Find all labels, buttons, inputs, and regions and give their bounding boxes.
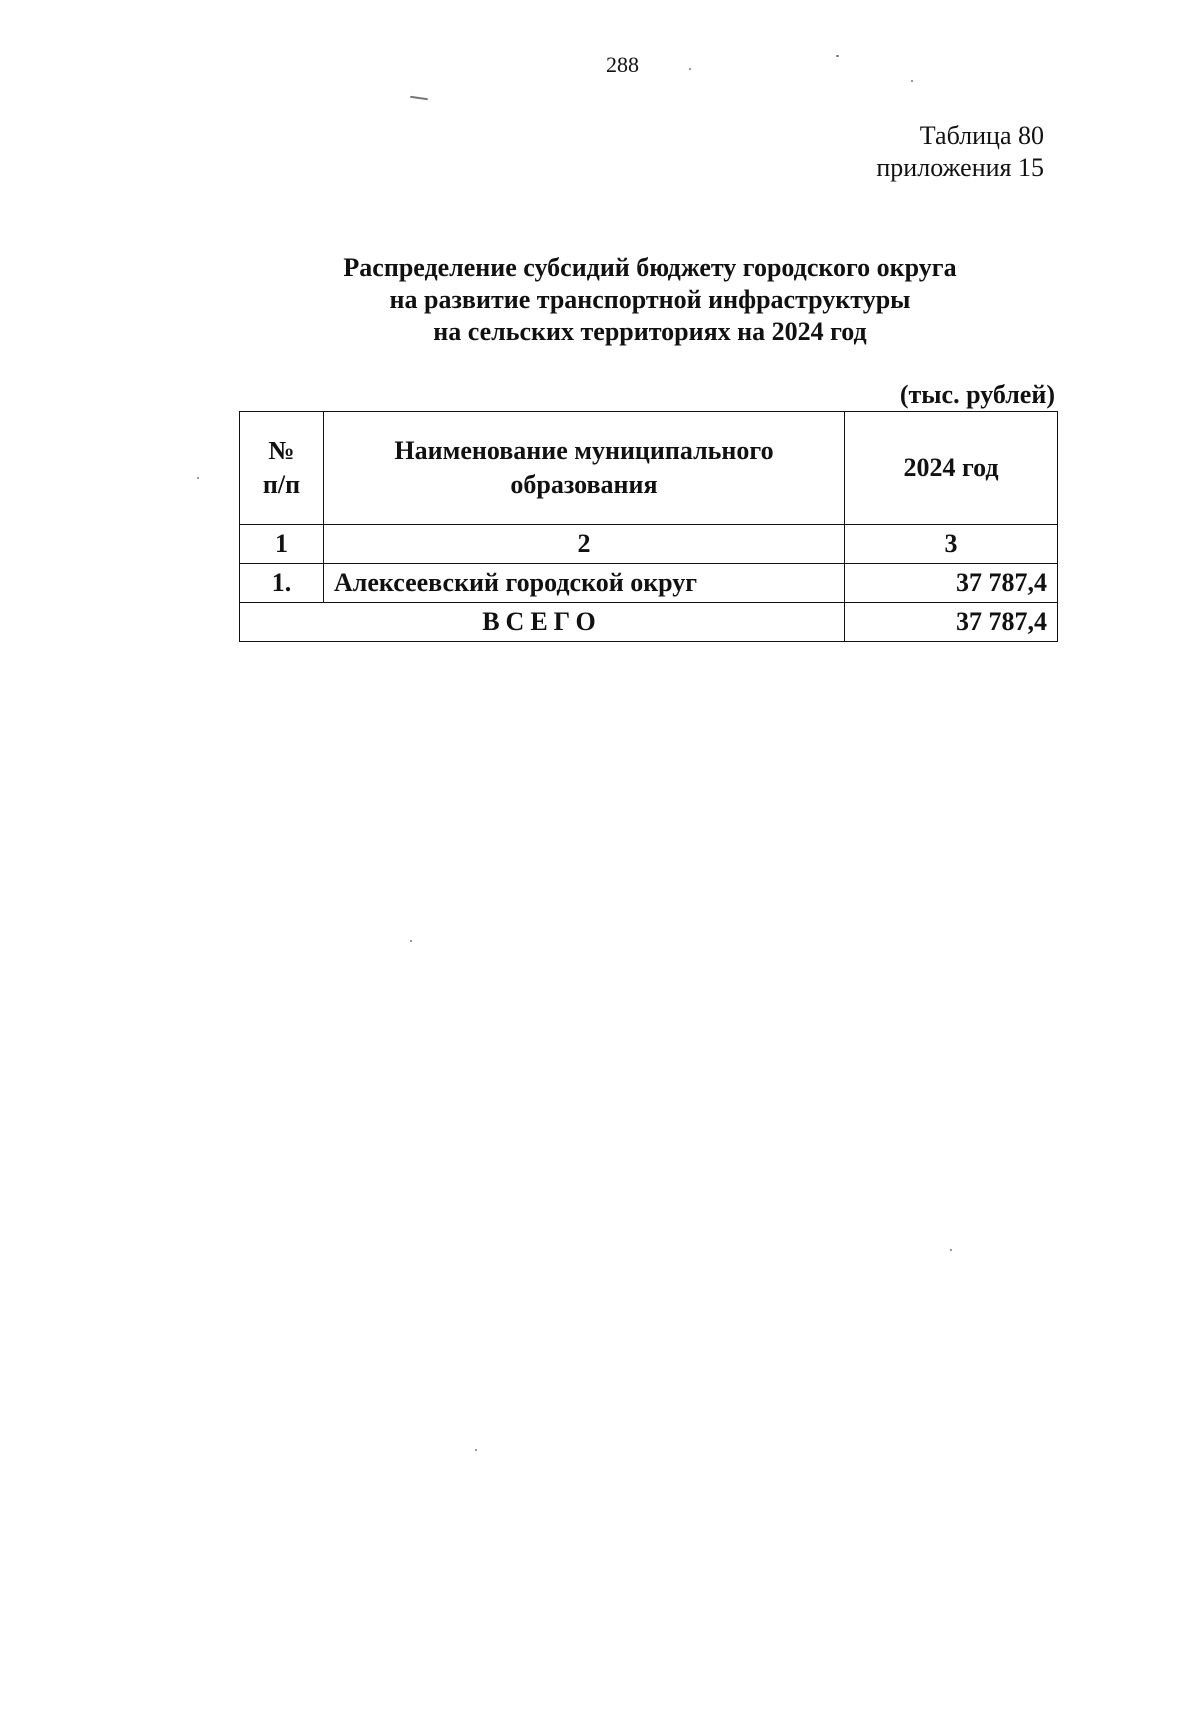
total-row xyxy=(240,603,1058,642)
scan-speck xyxy=(836,55,839,57)
scan-speck xyxy=(689,68,691,70)
document-title xyxy=(240,252,1060,348)
scan-speck xyxy=(475,1449,477,1451)
column-index-row xyxy=(240,525,1058,564)
column-index-3: 3 xyxy=(845,525,1058,564)
table-reference xyxy=(876,120,1044,184)
header-year: 2024 год xyxy=(845,412,1058,525)
title-line-1: Распределение субсидий бюджету городского округа xyxy=(343,253,957,282)
subsidy-table xyxy=(239,411,1058,642)
header-number-line-1: № xyxy=(268,436,295,465)
header-name-line-1: Наименование муниципального xyxy=(394,436,774,465)
header-name xyxy=(324,412,845,525)
row-municipality: Алексеевский городской округ xyxy=(324,564,845,603)
scan-speck xyxy=(410,940,412,942)
table-label: Таблица 80 xyxy=(919,121,1044,150)
column-index-1: 1 xyxy=(240,525,324,564)
total-value: 37 787,4 xyxy=(845,603,1058,642)
table-header-row xyxy=(240,412,1058,525)
scan-speck xyxy=(911,80,913,82)
title-line-2: на развитие транспортной инфраструктуры xyxy=(389,285,911,314)
units-label: (тыс. рублей) xyxy=(899,380,1055,409)
title-line-3: на сельских территориях на 2024 год xyxy=(433,317,867,346)
table-row xyxy=(240,564,1058,603)
scan-speck xyxy=(950,1249,952,1251)
scan-speck xyxy=(410,96,428,100)
row-number: 1. xyxy=(240,564,324,603)
header-number xyxy=(240,412,324,525)
scan-speck xyxy=(197,477,199,479)
page-number: 288 xyxy=(606,52,639,77)
total-label: ВСЕГО xyxy=(240,603,845,642)
row-value: 37 787,4 xyxy=(845,564,1058,603)
column-index-2: 2 xyxy=(324,525,845,564)
header-name-line-2: образования xyxy=(510,470,658,499)
appendix-label: приложения 15 xyxy=(876,153,1044,182)
header-number-line-2: п/п xyxy=(262,470,301,499)
